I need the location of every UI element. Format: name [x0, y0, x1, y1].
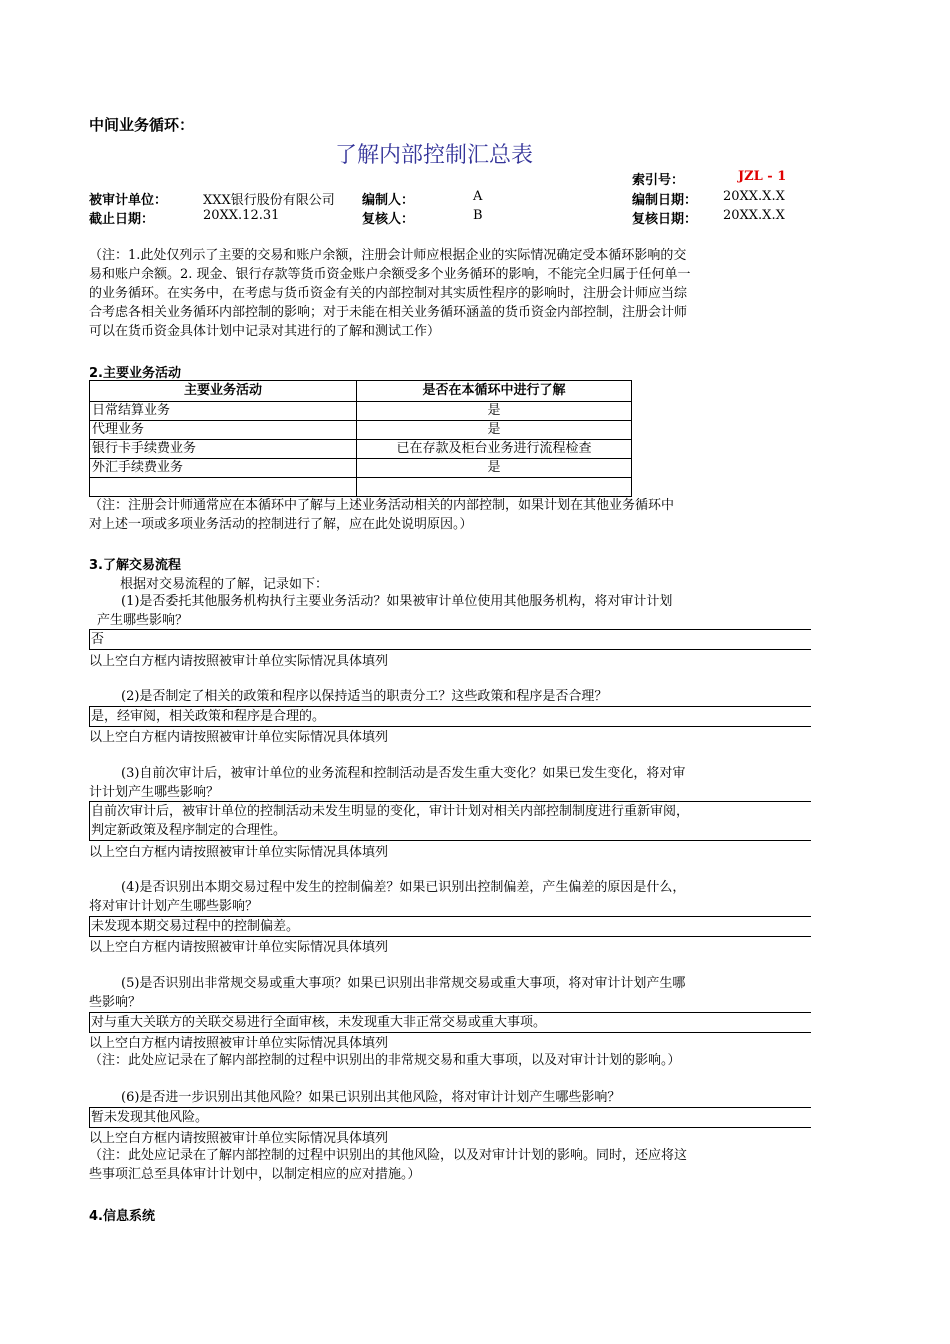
- index-value: JZL - 1: [738, 169, 787, 184]
- understood-cell: 是: [357, 402, 632, 421]
- note-line: （注：此处应记录在了解内部控制的过程中识别出的其他风险，以及对审计计划的影响。同时，还应将这: [89, 1148, 688, 1163]
- question-line: (6)是否进一步识别出其他风险？如果已识别出其他风险，将对审计计划产生哪些影响？: [121, 1090, 621, 1105]
- question-line: (3)自前次审计后，被审计单位的业务流程和控制活动是否发生重大变化？如果已发生变化，将对审: [121, 766, 686, 781]
- section-4-heading: 4.信息系统: [89, 1209, 155, 1224]
- table-header-row: [90, 381, 632, 402]
- note-line: （注：此处应记录在了解内部控制的过程中识别出的非常规交易和重大事项，以及对审计计划的影响。）: [89, 1053, 681, 1068]
- review-date-label: 复核日期：: [632, 212, 698, 227]
- answer-line: 否: [91, 632, 105, 647]
- note-line: 的业务循环。在实务中，在考虑与货币资金有关的内部控制对其实质性程序的影响时，注册会计师应当综: [89, 286, 688, 301]
- prepare-date-label: 编制日期：: [632, 193, 698, 208]
- section-3-heading: 3.了解交易流程: [89, 558, 181, 573]
- table-row: [90, 402, 632, 421]
- fill-hint: 以上空白方框内请按照被审计单位实际情况具体填列: [89, 940, 389, 955]
- cutoff-label: 截止日期：: [89, 212, 155, 227]
- cycle-label: 中间业务循环：: [89, 116, 195, 134]
- page-title: 了解内部控制汇总表: [335, 143, 534, 168]
- fill-hint: 以上空白方框内请按照被审计单位实际情况具体填列: [89, 654, 389, 669]
- activity-cell: 代理业务: [90, 421, 357, 440]
- question-5: [89, 974, 810, 1012]
- answer-line: 对与重大关联方的关联交易进行全面审核，未发现重大非正常交易或重大事项。: [91, 1015, 547, 1030]
- answer-1-field[interactable]: [89, 629, 811, 650]
- activities-table: [89, 380, 632, 497]
- note-line: 对上述一项或多项业务活动的控制进行了解，应在此处说明原因。）: [89, 517, 473, 532]
- understood-cell: 已在存款及柜台业务进行流程检查: [357, 440, 632, 459]
- question-line: 些影响？: [89, 995, 142, 1010]
- column-header-understood: 是否在本循环中进行了解: [357, 381, 632, 402]
- section-3-intro: 根据对交易流程的了解，记录如下：: [120, 577, 329, 592]
- table-row: [90, 478, 632, 497]
- answer-line: 未发现本期交易过程中的控制偏差。: [91, 919, 300, 934]
- answer-4-field[interactable]: [89, 916, 811, 937]
- question-line: (5)是否识别出非常规交易或重大事项？如果已识别出非常规交易或重大事项，将对审计计划产生哪: [121, 976, 686, 991]
- question-line: 计计划产生哪些影响？: [89, 785, 220, 800]
- cutoff-value: 20XX.12.31: [203, 208, 280, 223]
- understood-cell: 是: [357, 459, 632, 478]
- answer-line: 暂未发现其他风险。: [91, 1110, 209, 1125]
- table-row: [90, 421, 632, 440]
- section-2-heading: 2.主要业务活动: [89, 366, 181, 381]
- review-date-value: 20XX.X.X: [723, 208, 785, 223]
- question-3: [89, 764, 810, 802]
- audited-unit-value: XXX银行股份有限公司: [203, 193, 335, 208]
- note-line: 可以在货币资金具体计划中记录对其进行的了解和测试工作）: [89, 324, 441, 339]
- question-2: [89, 687, 810, 706]
- question-6: [89, 1088, 810, 1107]
- answer-2-field[interactable]: [89, 706, 811, 727]
- activity-cell: 银行卡手续费业务: [90, 440, 357, 459]
- reviewer-value: B: [473, 208, 483, 223]
- question-6-note: [89, 1146, 810, 1184]
- answer-3-field[interactable]: [89, 801, 811, 841]
- question-4: [89, 878, 810, 916]
- understood-cell: [357, 478, 632, 497]
- fill-hint: 以上空白方框内请按照被审计单位实际情况具体填列: [89, 845, 389, 860]
- question-line: (4)是否识别出本期交易过程中发生的控制偏差？如果已识别出控制偏差，产生偏差的原因是什么，: [121, 880, 686, 895]
- fill-hint: 以上空白方框内请按照被审计单位实际情况具体填列: [89, 1036, 389, 1051]
- fill-hint: 以上空白方框内请按照被审计单位实际情况具体填列: [89, 1131, 389, 1146]
- question-1: [89, 592, 810, 630]
- note-1: [89, 246, 810, 341]
- preparer-label: 编制人：: [362, 193, 415, 208]
- understood-cell: 是: [357, 421, 632, 440]
- question-line: 将对审计计划产生哪些影响？: [89, 899, 259, 914]
- note-line: （注：注册会计师通常应在本循环中了解与上述业务活动相关的内部控制，如果计划在其他业务循环中: [89, 498, 675, 513]
- answer-5-field[interactable]: [89, 1012, 811, 1033]
- reviewer-label: 复核人：: [362, 212, 415, 227]
- activity-cell: 日常结算业务: [90, 402, 357, 421]
- question-5-note: [89, 1051, 810, 1070]
- note-line: 些事项汇总至具体审计计划中，以制定相应的应对措施。）: [89, 1167, 421, 1182]
- note-line: 合考虑各相关业务循环内部控制的影响；对于未能在相关业务循环涵盖的货币资金内部控制，注册会计师: [89, 305, 688, 320]
- audited-unit-label: 被审计单位：: [89, 193, 168, 208]
- answer-line: 判定新政策及程序制定的合理性。: [91, 823, 287, 838]
- preparer-value: A: [473, 189, 483, 204]
- activity-cell: 外汇手续费业务: [90, 459, 357, 478]
- fill-hint: 以上空白方框内请按照被审计单位实际情况具体填列: [89, 730, 389, 745]
- note-line: 易和账户余额。2. 现金、银行存款等货币资金账户余额受多个业务循环的影响，不能完全归属于任何单一: [89, 267, 691, 282]
- section-2-note: [89, 496, 810, 534]
- answer-line: 自前次审计后，被审计单位的控制活动未发生明显的变化，审计计划对相关内部控制制度进行重新审阅，: [91, 804, 690, 819]
- table-row: [90, 459, 632, 478]
- question-line: 产生哪些影响？: [97, 613, 189, 628]
- activity-cell: [90, 478, 357, 497]
- prepare-date-value: 20XX.X.X: [723, 189, 785, 204]
- note-line: （注：1.此处仅列示了主要的交易和账户余额，注册会计师应根据企业的实际情况确定受本循环影响的交: [89, 248, 687, 263]
- table-row: [90, 440, 632, 459]
- index-label: 索引号：: [632, 173, 685, 188]
- question-line: (2)是否制定了相关的政策和程序以保持适当的职责分工？这些政策和程序是否合理？: [121, 689, 608, 704]
- answer-6-field[interactable]: [89, 1107, 811, 1128]
- question-line: (1)是否委托其他服务机构执行主要业务活动？如果被审计单位使用其他服务机构，将对审计计划: [121, 594, 673, 609]
- column-header-activity: 主要业务活动: [90, 381, 357, 402]
- answer-line: 是，经审阅，相关政策和程序是合理的。: [91, 709, 326, 724]
